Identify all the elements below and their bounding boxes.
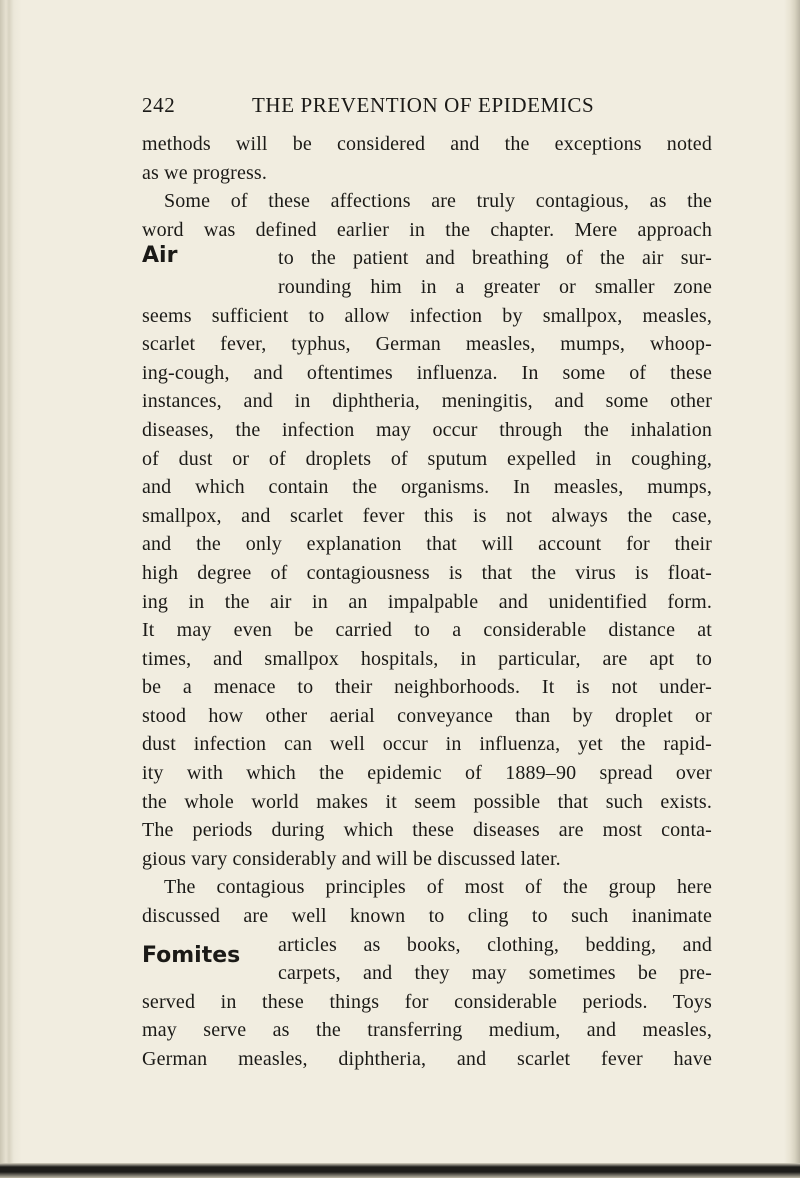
text-line: carpets, and they may sometimes be pre- bbox=[278, 962, 712, 985]
text-line: ing-cough, and oftentimes influenza. In some of these bbox=[142, 361, 712, 384]
page-gutter-right bbox=[784, 0, 800, 1178]
text-line: served in these things for considerable periods. Toys bbox=[142, 990, 712, 1013]
text-line: word was defined earlier in the chapter. Mere approach bbox=[142, 218, 712, 241]
text-line: ity with which the epidemic of 1889–90 spread over bbox=[142, 762, 712, 785]
text-line: The periods during which these diseases are most conta- bbox=[142, 819, 712, 842]
text-line: Some of these affections are truly contagious, as the bbox=[164, 190, 712, 213]
sidenote-air: Air bbox=[142, 243, 178, 268]
text-line: the whole world makes it seem possible that such exists. bbox=[142, 790, 712, 813]
page-header bbox=[142, 93, 709, 121]
text-line: scarlet fever, typhus, German measles, mumps, whoop- bbox=[142, 333, 712, 356]
text-line: diseases, the infection may occur through the inhalation bbox=[142, 418, 712, 441]
sidenote-fomites: Fomites bbox=[142, 943, 241, 968]
text-line: smallpox, and scarlet fever this is not always the case, bbox=[142, 504, 712, 527]
text-line: methods will be considered and the exceptions noted bbox=[142, 133, 712, 155]
text-line: discussed are well known to cling to such inanimate bbox=[142, 905, 712, 928]
text-line: times, and smallpox hospitals, in particular, are apt to bbox=[142, 647, 712, 670]
text-line: German measles, diphtheria, and scarlet fever have bbox=[142, 1048, 712, 1070]
text-line: as we progress. bbox=[142, 161, 267, 184]
text-line: and the only explanation that will account for their bbox=[142, 533, 712, 556]
text-line: to the patient and breathing of the air sur- bbox=[278, 247, 712, 270]
text-line: ing in the air in an impalpable and unidentified form. bbox=[142, 590, 712, 613]
running-head: THE PREVENTION OF EPIDEMICS bbox=[252, 93, 595, 117]
page-number: 242 bbox=[142, 93, 176, 117]
text-line: of dust or of droplets of sputum expelled in coughing, bbox=[142, 447, 712, 470]
page-gutter-left bbox=[0, 0, 22, 1178]
text-line: high degree of contagiousness is that the virus is float- bbox=[142, 561, 712, 584]
text-line: gious vary considerably and will be discussed later. bbox=[142, 847, 561, 870]
text-line: be a menace to their neighborhoods. It is not under- bbox=[142, 676, 712, 699]
text-line: The contagious principles of most of the group here bbox=[164, 876, 712, 899]
text-line: dust infection can well occur in influenza, yet the rapid- bbox=[142, 733, 712, 756]
body-text bbox=[142, 130, 712, 1074]
text-line: rounding him in a greater or smaller zone bbox=[278, 275, 712, 298]
text-line: and which contain the organisms. In measles, mumps, bbox=[142, 476, 712, 499]
text-line: stood how other aerial conveyance than by droplet or bbox=[142, 704, 712, 727]
page-bottom-edge bbox=[0, 1163, 800, 1178]
text-line: seems sufficient to allow infection by smallpox, measles, bbox=[142, 304, 712, 327]
text-line: articles as books, clothing, bedding, and bbox=[278, 933, 712, 956]
text-line: instances, and in diphtheria, meningitis, and some other bbox=[142, 390, 712, 413]
text-line: It may even be carried to a considerable distance at bbox=[142, 619, 712, 642]
text-line: may serve as the transferring medium, and measles, bbox=[142, 1019, 712, 1042]
